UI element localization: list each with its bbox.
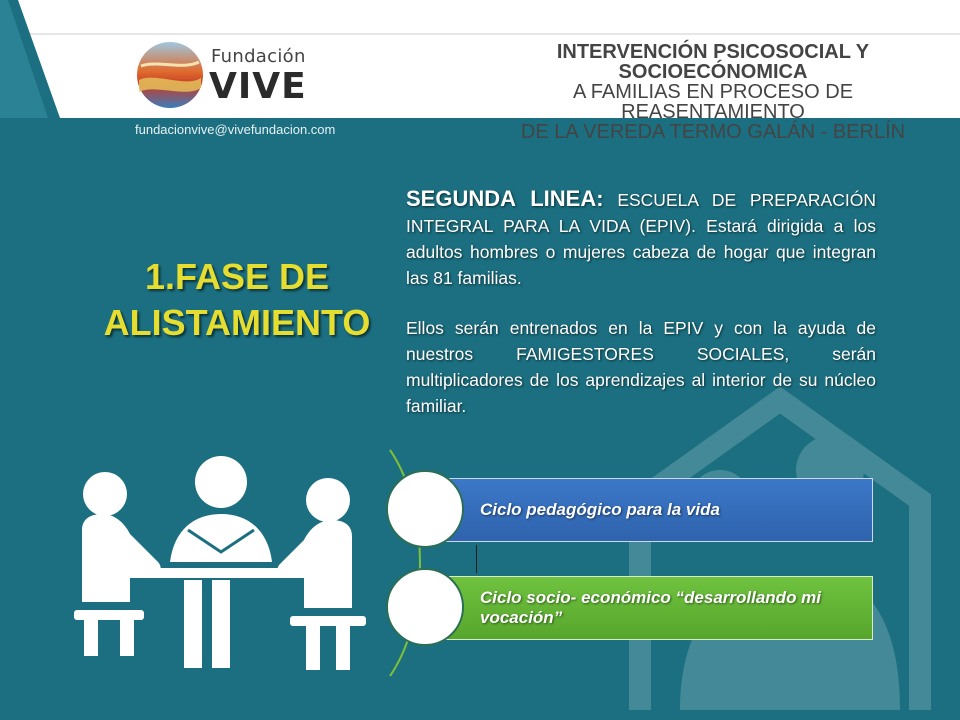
description	[406, 186, 876, 419]
globe-logo-icon	[135, 40, 205, 110]
cycle-label: Ciclo socio- económico “desarrollando mi vocación”	[480, 588, 822, 627]
phase-title-line-2: ALISTAMIENTO	[103, 302, 371, 343]
logo-title: Fundación	[211, 46, 306, 67]
lead-label: SEGUNDA LINEA:	[406, 186, 604, 211]
paragraph-2: Ellos serán entrenados en la EPIV y con la ayuda de nuestros FAMIGESTORES SOCIALES, serán multiplicadores de los aprendizajes al interior de su núcleo familiar.	[406, 318, 876, 416]
paragraph-1	[406, 186, 876, 291]
cycle-item-socio-economico	[435, 576, 873, 640]
email-address: fundacionvive@vivefundacion.com	[135, 122, 336, 137]
people-meeting-table-icon	[70, 452, 370, 674]
heading-line-3: DE LA VEREDA TERMO GALÁN - BERLÍN	[520, 121, 906, 143]
page-heading	[498, 42, 928, 142]
cycle-marker-2	[386, 568, 464, 646]
connector-line	[476, 545, 477, 573]
cycle-label: Ciclo pedagógico para la vida	[480, 500, 720, 519]
header-diagonal	[0, 0, 60, 118]
family-house-watermark-icon	[600, 380, 960, 720]
heading-line-1: INTERVENCIÓN PSICOSOCIAL Y SOCIOECÓNOMICA	[556, 41, 870, 83]
lead-text: ESCUELA DE PREPARACIÓN INTEGRAL PARA LA VIDA (EPIV). Estará dirigida a los adultos hombres o mujeres cabeza de hogar que integran las 81 familias.	[406, 190, 876, 288]
cycle-marker-1	[386, 470, 464, 548]
logo	[135, 40, 320, 110]
phase-title-line-1: 1.FASE DE	[144, 256, 330, 297]
phase-title	[72, 254, 402, 346]
logo-brand: VIVE	[209, 66, 307, 107]
heading-line-2: A FAMILIAS EN PROCESO DE REASENTAMIENTO	[572, 81, 854, 123]
cycle-item-pedagogico	[435, 478, 873, 542]
